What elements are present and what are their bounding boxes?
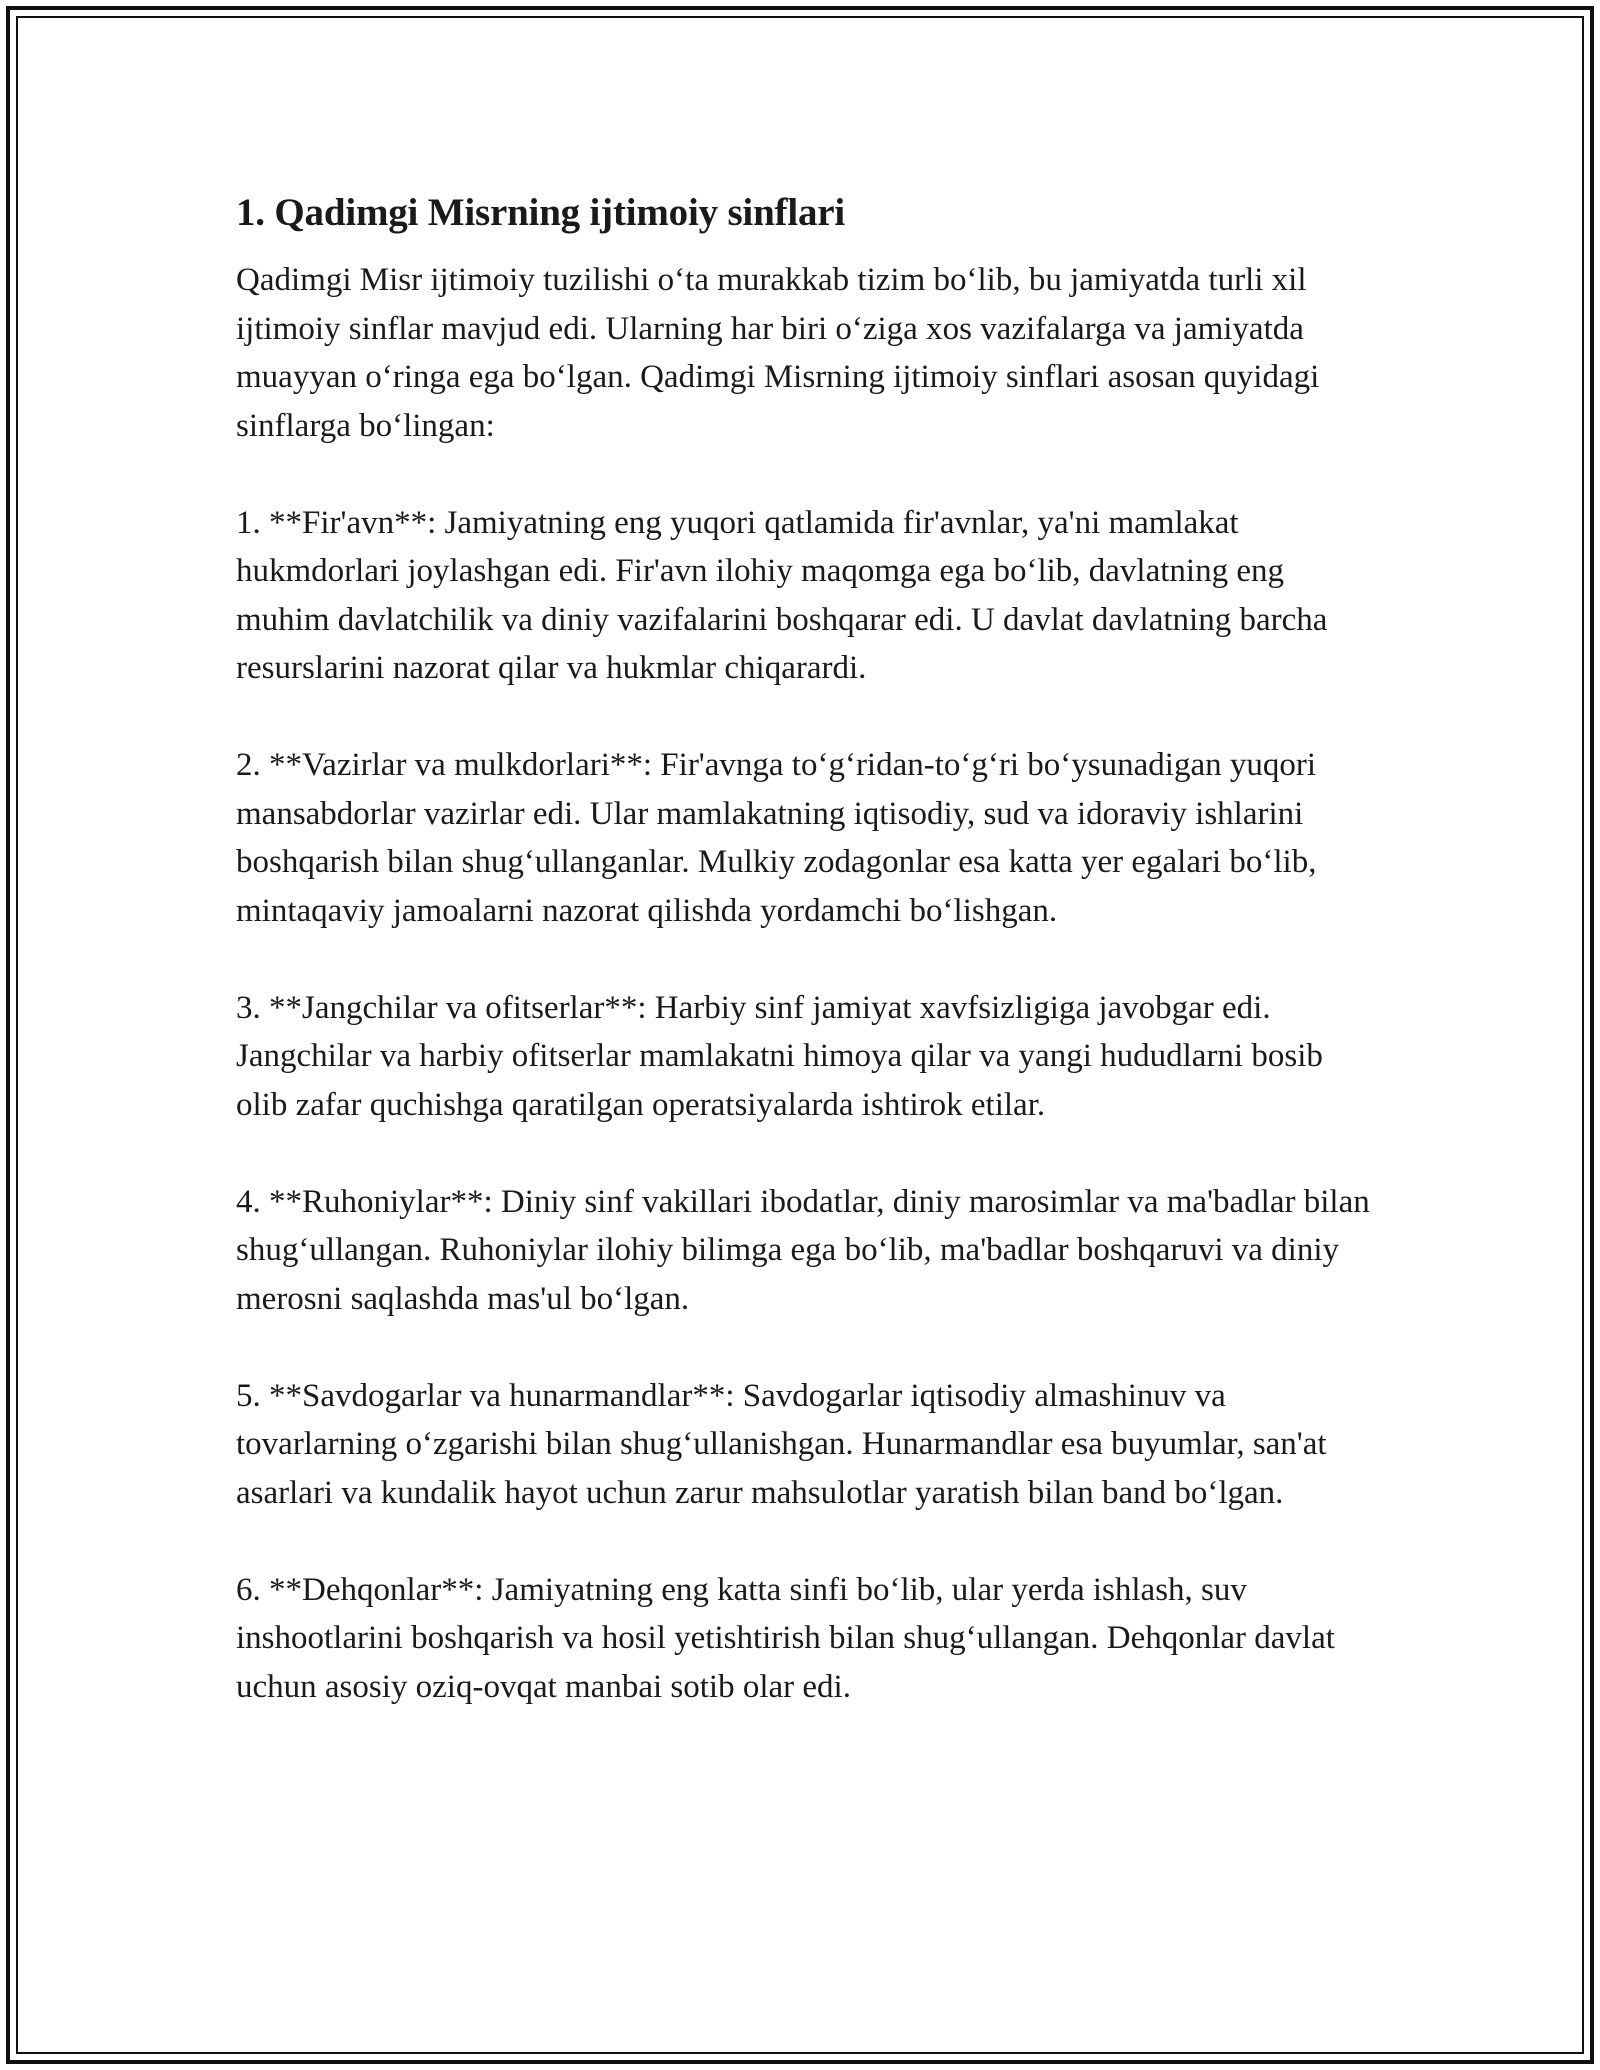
list-item-jangchilar: 3. **Jangchilar va ofitserlar**: Harbiy sinf jamiyat xavfsizligiga javobgar edi. Jangchilar va harbiy ofitserlar mamlakatni himoya qilar va yangi hududlarni bosib olib zafar quchishga qaratilgan operatsiyalarda ishtirok etilar. — [236, 989, 1323, 1123]
list-item-ruhoniylar: 4. **Ruhoniylar**: Diniy sinf vakillari ibodatlar, diniy marosimlar va ma'badlar bilan shug‘ullangan. Ruhoniylar ilohiy bilimga ega bo‘lib, ma'badlar boshqaruvi va diniy merosni saqlashda mas'ul bo‘lgan. — [236, 1183, 1370, 1317]
document-title: 1. Qadimgi Misrning ijtimoiy sinflari — [236, 191, 846, 234]
document-body — [236, 186, 1376, 1760]
list-item-dehqonlar: 6. **Dehqonlar**: Jamiyatning eng katta sinfi bo‘lib, ular yerda ishlash, suv inshootlarini boshqarish va hosil yetishtirish bilan shug‘ullangan. Dehqonlar davlat uchun asosiy oziq-ovqat manbai sotib olar edi. — [236, 1571, 1335, 1705]
list-item-vazirlar: 2. **Vazirlar va mulkdorlari**: Fir'avnga to‘g‘ridan-to‘g‘ri bo‘ysunadigan yuqori mansabdorlar vazirlar edi. Ular mamlakatning iqtisodiy, sud va idoraviy ishlarini boshqarish bilan shug‘ullanganlar. Mulkiy zodagonlar esa katta yer egalari bo‘lib, mintaqaviy jamoalarni nazorat qilishda yordamchi bo‘lishgan. — [236, 747, 1317, 929]
intro-paragraph: Qadimgi Misr ijtimoiy tuzilishi o‘ta murakkab tizim bo‘lib, bu jamiyatda turli xil ijtimoiy sinflar mavjud edi. Ularning har biri o‘ziga xos vazifalarga va jamiyatda muayyan o‘ringa ega bo‘lgan. Qadimgi Misrning ijtimoiy sinflari asosan quyidagi sinflarga bo‘lingan: — [236, 262, 1320, 444]
list-item-firavn: 1. **Fir'avn**: Jamiyatning eng yuqori qatlamida fir'avnlar, ya'ni mamlakat hukmdorlari joylashgan edi. Fir'avn ilohiy maqomga ega bo‘lib, davlatning eng muhim davlatchilik va diniy vazifalarini boshqarar edi. U davlat davlatning barcha resurslarini nazorat qilar va hukmlar chiqarardi. — [236, 504, 1328, 686]
list-item-savdogarlar: 5. **Savdogarlar va hunarmandlar**: Savdogarlar iqtisodiy almashinuv va tovarlarning o‘zgarishi bilan shug‘ullanishgan. Hunarmandlar esa buyumlar, san'at asarlari va kundalik hayot uchun zarur mahsulotlar yaratish bilan band bo‘lgan. — [236, 1377, 1327, 1511]
